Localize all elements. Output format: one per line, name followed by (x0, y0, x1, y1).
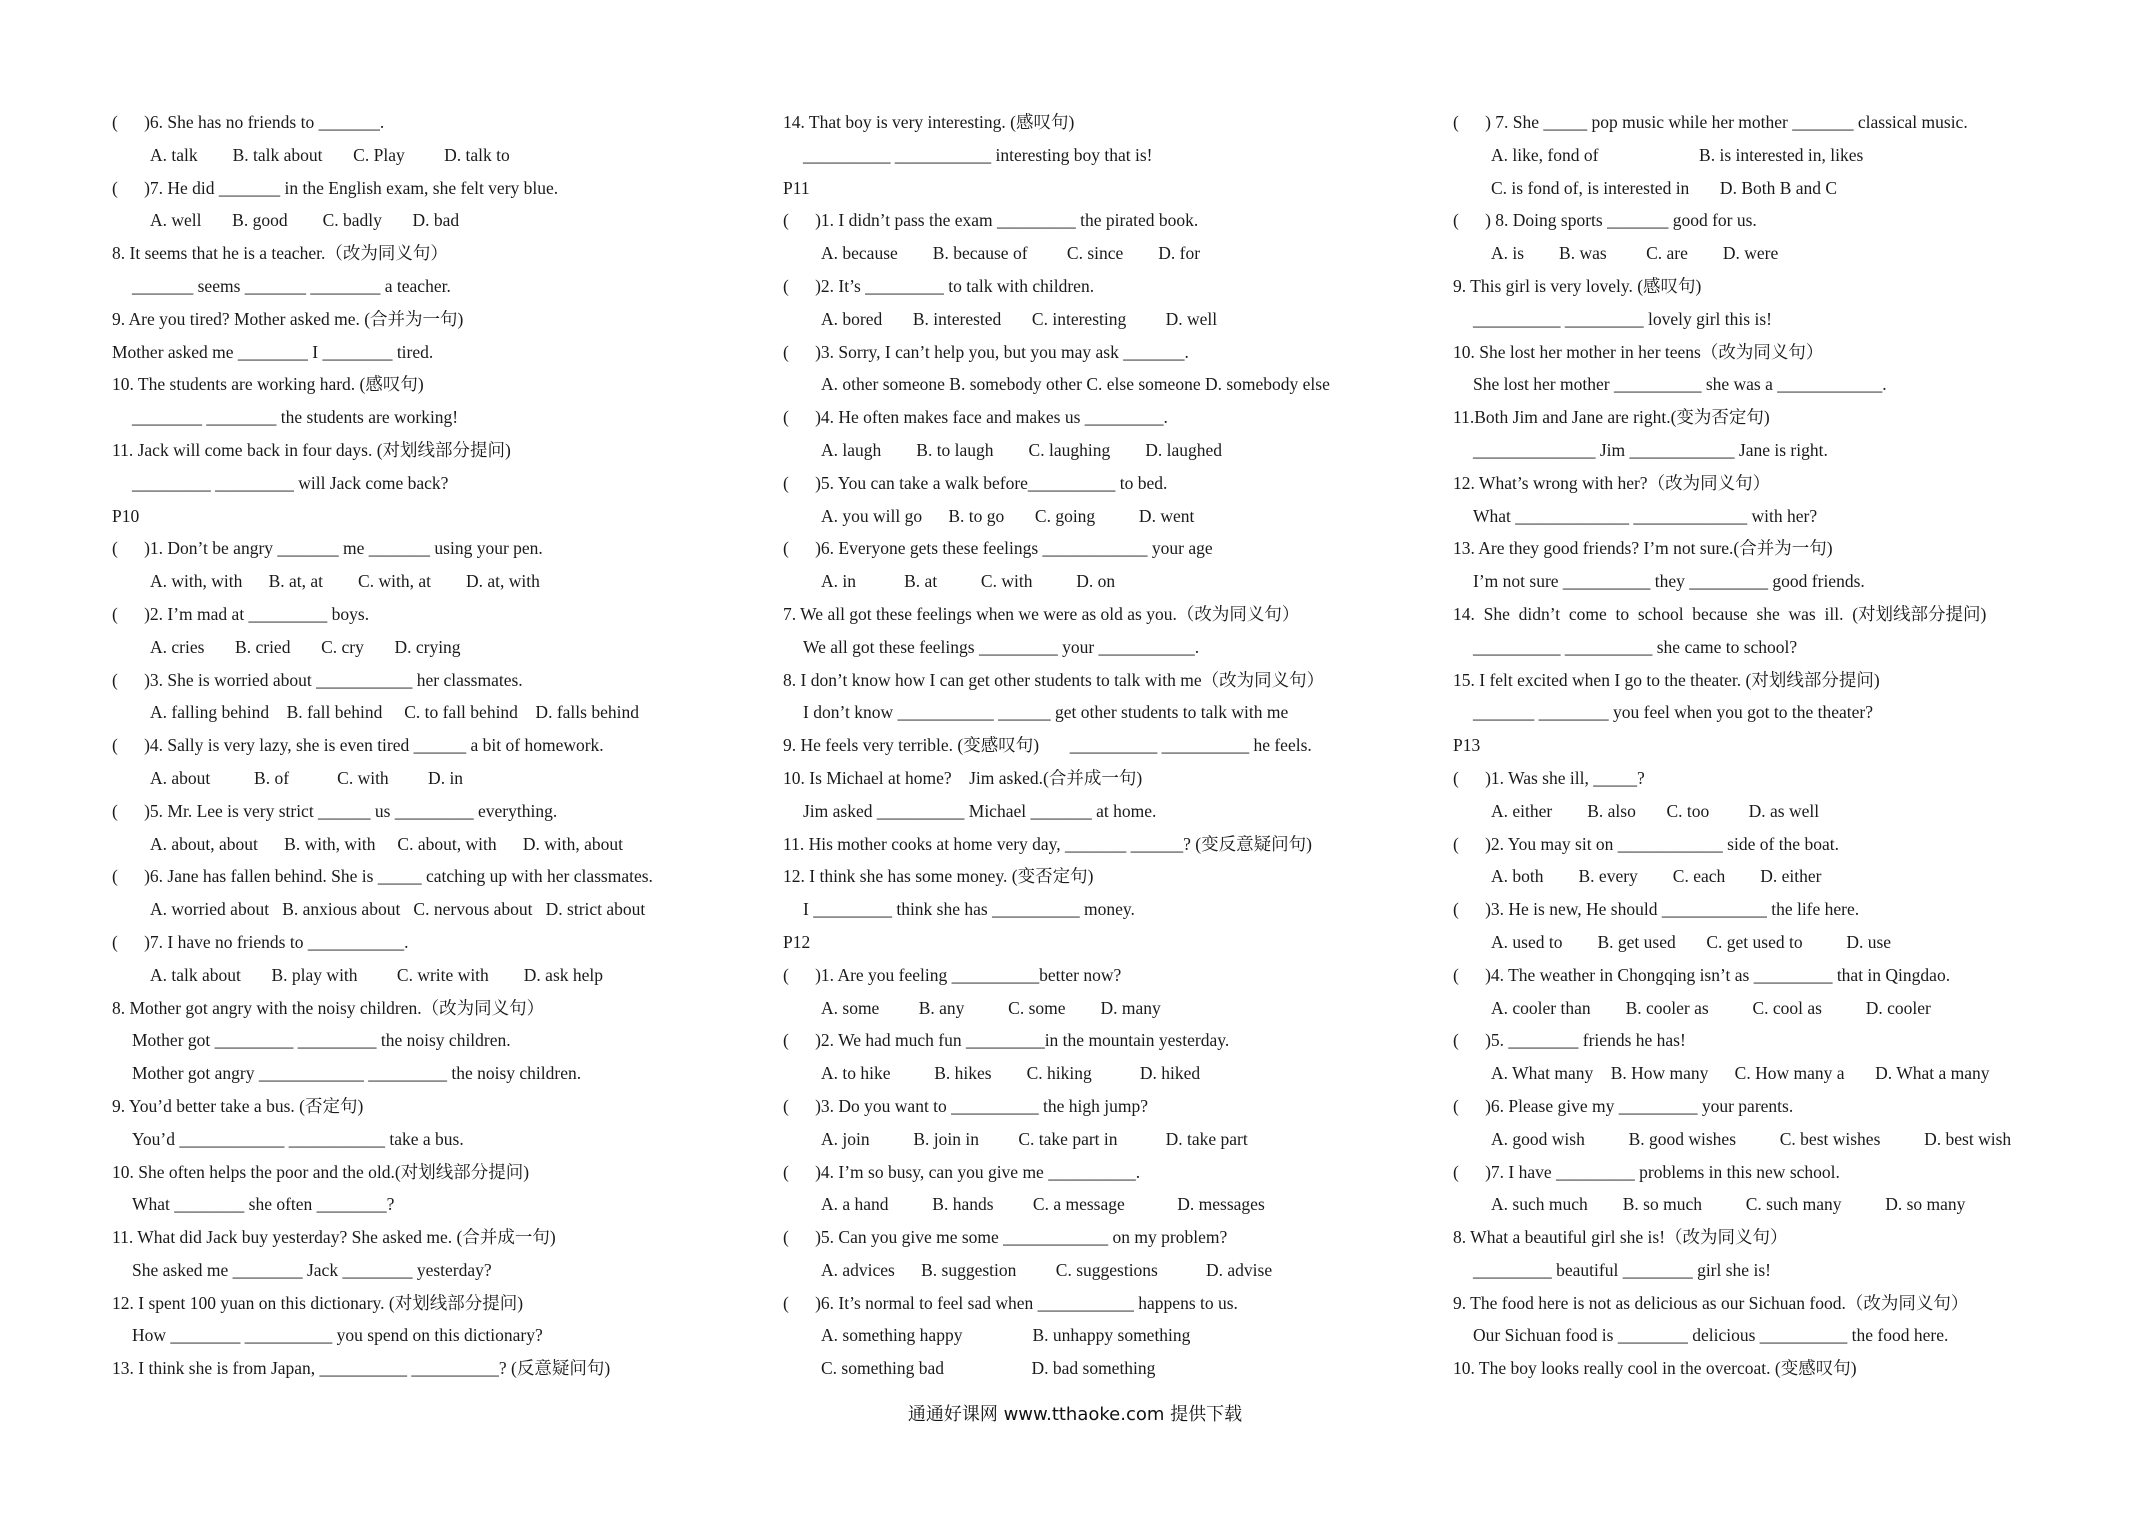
column-1-line: A. falling behind B. fall behind C. to fall behind D. falls behind (150, 702, 639, 723)
column-2-line: P12 (783, 931, 811, 952)
column-2-line: A. join B. join in C. take part in D. take part (821, 1128, 1248, 1149)
column-1-line: A. cries B. cried C. cry D. crying (150, 636, 461, 657)
column-3-line: A. What many B. How many C. How many a D. What a many (1491, 1063, 1990, 1084)
column-3-line: _______ ________ you feel when you got to the theater? (1473, 702, 1873, 723)
column-2-line: 11. His mother cooks at home very day, _______ ______? (变反意疑问句) (783, 833, 1312, 854)
column-3-line: 15. I felt excited when I go to the theater. (对划线部分提问) (1453, 669, 1880, 690)
column-1-line: 8. It seems that he is a teacher.（改为同义句） (112, 243, 448, 264)
column-3-line: ( )4. The weather in Chongqing isn’t as _________ that in Qingdao. (1453, 964, 1951, 985)
column-1-line: ( )2. I’m mad at _________ boys. (112, 603, 370, 624)
column-1-line: ( )1. Don’t be angry _______ me _______ using your pen. (112, 538, 543, 559)
column-3-line: __________ __________ she came to school? (1473, 636, 1798, 657)
column-3-line: ______________ Jim ____________ Jane is right. (1473, 439, 1828, 460)
column-2-line: ( )5. You can take a walk before__________ to bed. (783, 472, 1168, 493)
column-2-line: __________ ___________ interesting boy that is! (803, 144, 1153, 165)
column-2-line: A. bored B. interested C. interesting D. well (821, 308, 1218, 329)
column-2-line: ( )6. It’s normal to feel sad when ___________ happens to us. (783, 1292, 1238, 1313)
column-3-line: ( )5. ________ friends he has! (1453, 1030, 1686, 1051)
column-2-line: 12. I think she has some money. (变否定句) (783, 866, 1094, 887)
column-1-line: 10. She often helps the poor and the old.(对划线部分提问) (112, 1161, 530, 1182)
column-3-line: _________ beautiful ________ girl she is! (1473, 1259, 1771, 1280)
column-2-line: ( )3. Sorry, I can’t help you, but you may ask _______. (783, 341, 1189, 362)
column-1-line: ( )6. Jane has fallen behind. She is _____ catching up with her classmates. (112, 866, 653, 887)
column-3-line: ( )7. I have _________ problems in this new school. (1453, 1161, 1840, 1182)
column-1-line: ( )6. She has no friends to _______. (112, 112, 385, 132)
column-1-line: ________ ________ the students are working! (132, 407, 459, 428)
column-3-line: 10. She lost her mother in her teens（改为同义句） (1453, 341, 1824, 362)
column-2-line: 8. I don’t know how I can get other students to talk with me（改为同义句） (783, 669, 1325, 690)
column-3-line: A. such much B. so much C. such many D. so many (1491, 1194, 1966, 1215)
column-1-line: How ________ __________ you spend on this dictionary? (132, 1325, 543, 1346)
column-3-line: ( )1. Was she ill, _____? (1453, 767, 1645, 788)
column-1-line: 9. You’d better take a bus. (否定句) (112, 1095, 364, 1116)
column-2-line: 9. He feels very terrible. (变感叹句) __________ __________ he feels. (783, 735, 1312, 756)
column-1-line: _______ seems _______ ________ a teacher. (132, 275, 451, 296)
column-2-line: A. you will go B. to go C. going D. went (821, 505, 1195, 526)
column-1-line: A. with, with B. at, at C. with, at D. at, with (150, 571, 540, 592)
column-3-line: 10. The boy looks really cool in the overcoat. (变感叹句) (1453, 1358, 1857, 1379)
column-1-line: 12. I spent 100 yuan on this dictionary. (对划线部分提问) (112, 1292, 524, 1313)
column-1-line: ( )4. Sally is very lazy, she is even tired ______ a bit of homework. (112, 735, 604, 756)
column-3-line: A. cooler than B. cooler as C. cool as D. cooler (1491, 997, 1931, 1018)
column-1-line: ( )3. She is worried about ___________ her classmates. (112, 669, 523, 690)
column-3-line: 12. What’s wrong with her?（改为同义句） (1453, 472, 1771, 493)
column-1-line: A. worried about B. anxious about C. nervous about D. strict about (150, 899, 646, 920)
column-3-line: ( ) 7. She _____ pop music while her mother _______ classical music. (1453, 112, 1968, 132)
column-3-line: 11.Both Jim and Jane are right.(变为否定句) (1453, 407, 1770, 428)
column-1-line: A. talk about B. play with C. write with D. ask help (150, 964, 604, 985)
column-left (112, 106, 732, 1385)
column-2-line: ( )3. Do you want to __________ the high jump? (783, 1095, 1149, 1116)
column-2-line: Jim asked __________ Michael _______ at home. (803, 800, 1157, 821)
column-2-line: C. something bad D. bad something (821, 1358, 1156, 1379)
column-2-line: 14. That boy is very interesting. (感叹句) (783, 112, 1075, 132)
column-3-line: C. is fond of, is interested in D. Both B and C (1491, 177, 1838, 198)
column-3-line: A. good wish B. good wishes C. best wishes D. best wish (1491, 1128, 2012, 1149)
column-2-line: ( )6. Everyone gets these feelings ____________ your age (783, 538, 1213, 559)
column-2-line: ( )1. Are you feeling __________better now? (783, 964, 1122, 985)
column-2-line: A. to hike B. hikes C. hiking D. hiked (821, 1063, 1201, 1084)
column-2-line: 7. We all got these feelings when we were as old as you.（改为同义句） (783, 603, 1300, 624)
column-3-line: What _____________ _____________ with her? (1473, 505, 1818, 526)
column-2-line: ( )4. He often makes face and makes us _________. (783, 407, 1168, 428)
column-3-line: 9. This girl is very lovely. (感叹句) (1453, 275, 1702, 296)
column-1-line: 10. The students are working hard. (感叹句) (112, 374, 424, 395)
column-3-line: She lost her mother __________ she was a ____________. (1473, 374, 1887, 395)
column-1-line: 8. Mother got angry with the noisy children.（改为同义句） (112, 997, 545, 1018)
column-2-line: A. other someone B. somebody other C. else someone D. somebody else (821, 374, 1330, 395)
column-2-line: A. something happy B. unhappy something (821, 1325, 1191, 1346)
column-3-line: ( )2. You may sit on ____________ side of the boat. (1453, 833, 1839, 854)
column-3-line: A. is B. was C. are D. were (1491, 243, 1779, 264)
column-1-line: P10 (112, 505, 140, 526)
column-1-line: You’d ____________ ___________ take a bus. (132, 1128, 464, 1149)
column-2-line: ( )5. Can you give me some ____________ on my problem? (783, 1227, 1228, 1248)
column-1-line: A. talk B. talk about C. Play D. talk to (150, 144, 510, 165)
column-1-line: A. about B. of C. with D. in (150, 767, 464, 788)
column-3-line: ( )6. Please give my _________ your parents. (1453, 1095, 1794, 1116)
column-3-line: 9. The food here is not as delicious as our Sichuan food.（改为同义句） (1453, 1292, 1969, 1313)
column-3-line: 13. Are they good friends? I’m not sure.(合并为一句) (1453, 538, 1833, 559)
column-1-line: A. well B. good C. badly D. bad (150, 210, 460, 231)
column-3-line: A. both B. every C. each D. either (1491, 866, 1822, 887)
column-3-line: A. used to B. get used C. get used to D. use (1491, 931, 1892, 952)
column-3-line: 8. What a beautiful girl she is!（改为同义句） (1453, 1227, 1788, 1248)
column-3-line: A. either B. also C. too D. as well (1491, 800, 1820, 821)
column-2-line: ( )4. I’m so busy, can you give me __________. (783, 1161, 1141, 1182)
column-2-line: ( )2. We had much fun _________in the mountain yesterday. (783, 1030, 1230, 1051)
column-2-line: P11 (783, 177, 810, 198)
column-1-line: A. about, about B. with, with C. about, with D. with, about (150, 833, 623, 854)
column-1-line: ( )7. I have no friends to ___________. (112, 931, 409, 952)
column-2-line: A. in B. at C. with D. on (821, 571, 1116, 592)
column-2-line: ( )1. I didn’t pass the exam _________ the pirated book. (783, 210, 1199, 231)
column-1-line: 13. I think she is from Japan, __________ __________? (反意疑问句) (112, 1358, 611, 1379)
column-3-line: 14. She didn’t come to school because she was ill. (对划线部分提问) (1453, 603, 1987, 624)
column-3-line: P13 (1453, 735, 1481, 756)
column-3-line: I’m not sure __________ they _________ good friends. (1473, 571, 1865, 592)
column-middle (783, 106, 1383, 1385)
column-1-line: Mother got angry ____________ _________ the noisy children. (132, 1063, 582, 1084)
column-1-line: ( )7. He did _______ in the English exam, she felt very blue. (112, 177, 559, 198)
column-right (1453, 106, 2073, 1385)
column-1-line: ( )5. Mr. Lee is very strict ______ us _________ everything. (112, 800, 558, 821)
column-2-line: I _________ think she has __________ money. (803, 899, 1135, 920)
column-1-line: Mother asked me ________ I ________ tired. (112, 341, 434, 362)
column-1-line: _________ _________ will Jack come back? (132, 472, 449, 493)
column-3-line: Our Sichuan food is ________ delicious __________ the food here. (1473, 1325, 1949, 1346)
column-2-line: A. advices B. suggestion C. suggestions D. advise (821, 1259, 1273, 1280)
column-3-line: A. like, fond of B. is interested in, likes (1491, 144, 1864, 165)
column-2-line: A. some B. any C. some D. many (821, 997, 1161, 1018)
column-2-line: A. because B. because of C. since D. for (821, 243, 1201, 264)
column-2-line: We all got these feelings _________ your ___________. (803, 636, 1200, 657)
column-1-line: 9. Are you tired? Mother asked me. (合并为一句) (112, 308, 464, 329)
column-2-line: 10. Is Michael at home? Jim asked.(合并成一句) (783, 767, 1143, 788)
column-3-line: ( ) 8. Doing sports _______ good for us. (1453, 210, 1757, 231)
column-2-line: A. laugh B. to laugh C. laughing D. laughed (821, 439, 1223, 460)
column-2-line: I don’t know ___________ ______ get other students to talk with me (803, 702, 1289, 723)
column-1-line: 11. Jack will come back in four days. (对划线部分提问) (112, 439, 511, 460)
column-1-line: What ________ she often ________? (132, 1194, 395, 1215)
column-3-line: ( )3. He is new, He should ____________ the life here. (1453, 899, 1860, 920)
footer-credit: 通通好课网 www.tthaoke.com 提供下载 (907, 1404, 1243, 1425)
column-1-line: She asked me ________ Jack ________ yesterday? (132, 1259, 492, 1280)
column-2-line: ( )2. It’s _________ to talk with children. (783, 275, 1095, 296)
column-2-line: A. a hand B. hands C. a message D. messages (821, 1194, 1265, 1215)
column-1-line: 11. What did Jack buy yesterday? She asked me. (合并成一句) (112, 1227, 556, 1248)
column-3-line: __________ _________ lovely girl this is! (1473, 308, 1772, 329)
column-1-line: Mother got _________ _________ the noisy children. (132, 1030, 511, 1051)
